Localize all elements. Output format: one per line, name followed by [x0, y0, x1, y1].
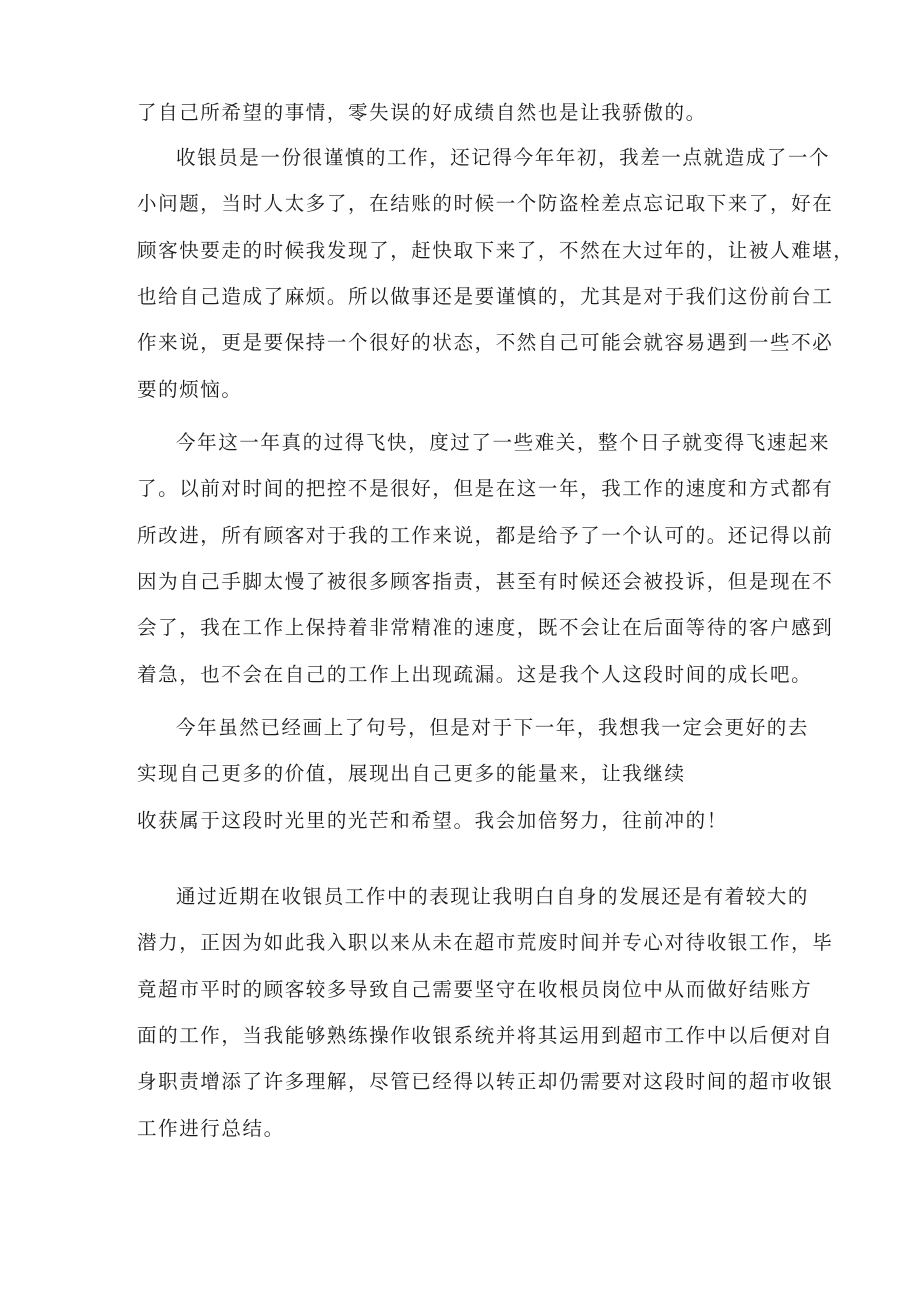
text-line: 今年这一年真的过得飞快，度过了一些难关，整个日子就变得飞速起来 — [176, 431, 831, 454]
text-line: 了。以前对时间的把控不是很好，但是在这一年，我工作的速度和方式都有 — [137, 477, 834, 500]
text-line: 着急，也不会在自己的工作上出现疏漏。这是我个人这段时间的成长吧。 — [137, 663, 813, 686]
text-line: 身职责增添了许多理解，尽管已经得以转正却仍需要对这段时间的超市收银 — [137, 1070, 834, 1093]
text-line: 小问题，当时人太多了，在结账的时候一个防盗栓差点忘记取下来了，好在 — [137, 192, 834, 215]
text-line: 工作进行总结。 — [137, 1117, 285, 1140]
text-line: 收银员是一份很谨慎的工作，还记得今年年初，我差一点就造成了一个 — [176, 146, 831, 169]
text-line: 今年虽然已经画上了句号，但是对于下一年，我想我一定会更好的去 — [176, 716, 810, 739]
text-line: 也给自己造成了麻烦。所以做事还是要谨慎的，尤其是对于我们这份前台工 — [137, 285, 834, 308]
text-line: 因为自己手脚太慢了被很多顾客指责，甚至有时候还会被投诉，但是现在不 — [137, 570, 834, 593]
text-line: 实现自己更多的价值，展现出自己更多的能量来，让我继续 — [137, 762, 686, 785]
text-line: 会了，我在工作上保持着非常精准的速度，既不会让在后面等待的客户感到 — [137, 616, 834, 639]
text-line: 面的工作，当我能够熟练操作收银系统并将其运用到超市工作中以后便对自 — [137, 1024, 834, 1047]
text-line: 竟超市平时的顾客较多导致自己需要坚守在收根员岗位中从而做好结账方 — [137, 978, 813, 1001]
text-line: 了自己所希望的事情，零失误的好成绩自然也是让我骄傲的。 — [137, 101, 707, 124]
text-line: 所改进，所有顾客对于我的工作来说，都是给予了一个认可的。还记得以前 — [137, 524, 834, 547]
text-line: 收获属于这段时光里的光芒和希望。我会加倍努力，往前冲的！ — [137, 809, 728, 832]
text-line: 顾客快要走的时候我发现了，赶快取下来了，不然在大过年的，让被人难堪， — [137, 239, 855, 262]
text-line: 要的烦恼。 — [137, 378, 243, 401]
text-line: 作来说，更是要保持一个很好的状态，不然自己可能会就容易遇到一些不必 — [137, 331, 834, 354]
text-line: 通过近期在收银员工作中的表现让我明白自身的发展还是有着较大的 — [176, 885, 810, 908]
text-line: 潜力，正因为如此我入职以来从未在超市荒废时间并专心对待收银工作，毕 — [137, 931, 834, 954]
